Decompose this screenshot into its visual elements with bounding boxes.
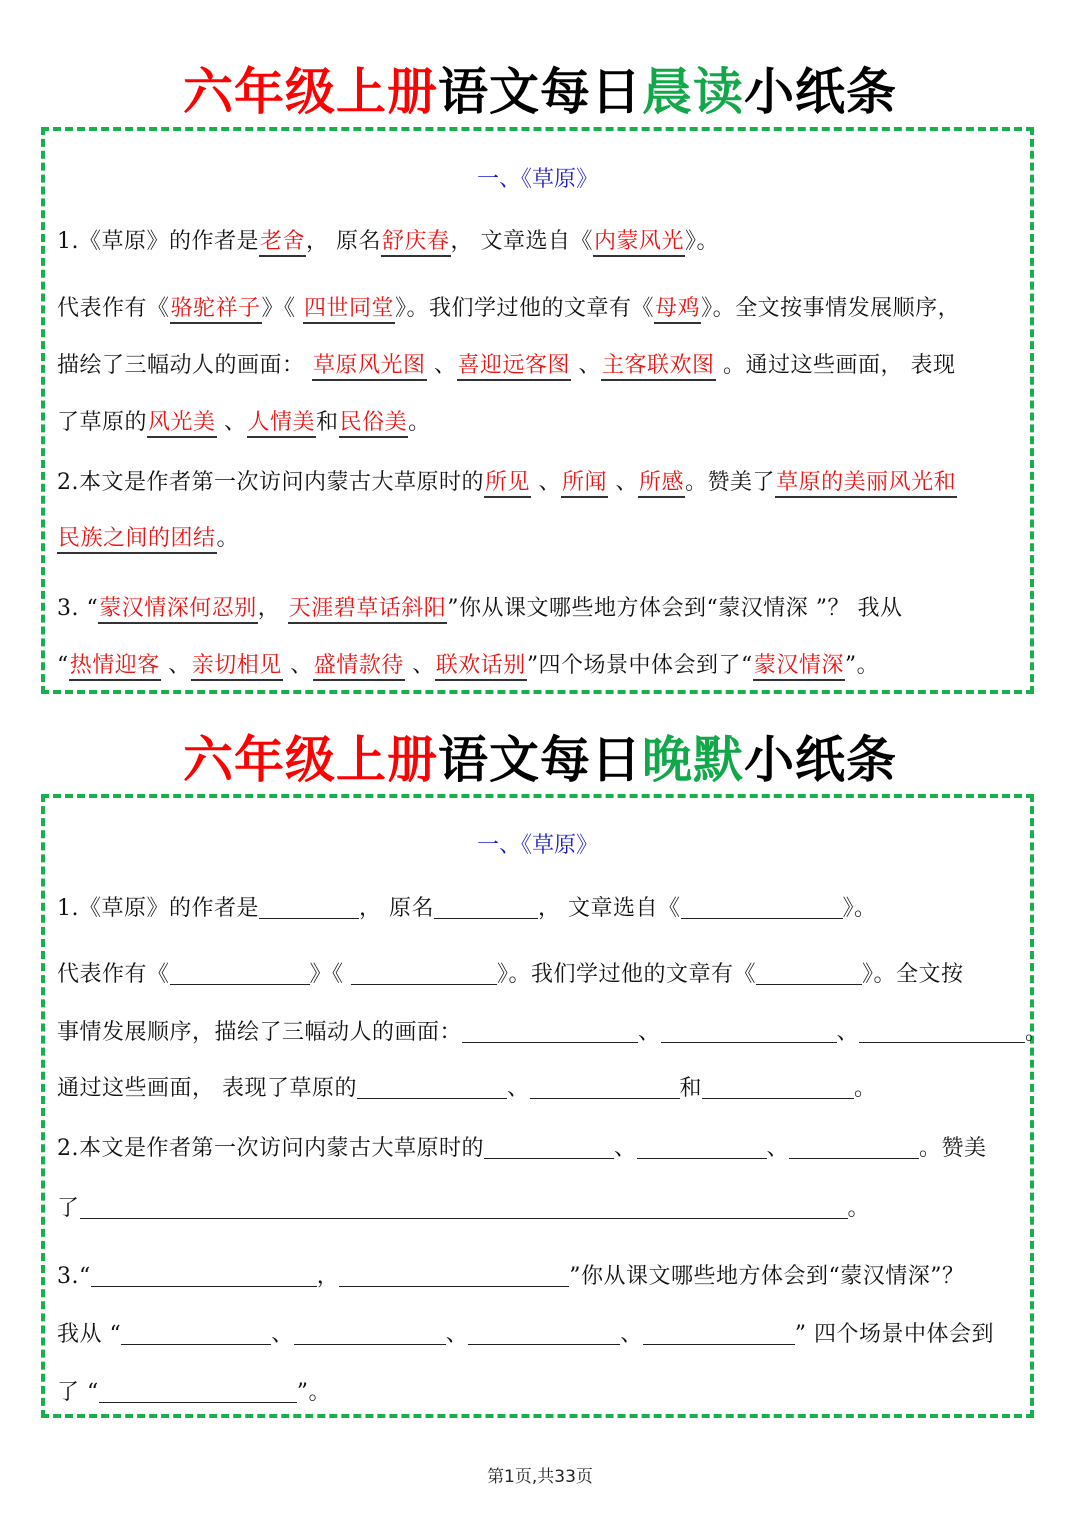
fill-blank[interactable] (121, 1322, 271, 1345)
q3-line1: 3.“ ， ”你从课文哪些地方体会到“蒙汉情深”？ (57, 1264, 965, 1289)
fill-blank[interactable] (91, 1264, 317, 1287)
title-tail: 小纸条 (744, 731, 897, 789)
fill-blank[interactable] (80, 1196, 848, 1219)
title-mode: 晨读 (642, 63, 744, 121)
answer-blank: 亲切相见 (191, 653, 283, 681)
answer-blank: 主客联欢图 (601, 353, 716, 381)
q1-line2: 代表作有《骆驼祥子》《 四世同堂》。我们学过他的文章有《母鸡》。全文按事情发展顺序， (57, 294, 1020, 324)
answer-blank: 骆驼祥子 (170, 296, 262, 324)
fill-blank[interactable] (170, 962, 310, 985)
fill-blank[interactable] (294, 1322, 446, 1345)
q1-line1: 1.《草原》的作者是 ， 原名 ， 文章选自《 》。 (57, 896, 877, 921)
fill-blank[interactable] (484, 1136, 614, 1159)
title-subject: 语文每日 (438, 63, 642, 121)
q1-line3: 描绘了三幅动人的画面： 草原风光图 、喜迎远客图 、主客联欢图 。通过这些画面， 表现 (57, 351, 1020, 381)
section-heading: 一、《草原》 (476, 833, 598, 858)
answer-blank: 蒙汉情深何忍别 (98, 596, 258, 624)
answer-blank: 人情美 (247, 410, 317, 438)
q1-line1: 1.《草原》的作者是老舍， 原名舒庆春， 文章选自《内蒙风光》。 (57, 227, 1020, 257)
answer-blank: 蒙汉情深 (753, 653, 845, 681)
q2-line2: 民族之间的团结。 (57, 524, 1020, 554)
section-heading: 一、《草原》 (476, 167, 598, 192)
answer-blank: 草原风光图 (312, 353, 427, 381)
answer-blank: 所闻 (561, 470, 608, 498)
q3-line2: 我从 “ 、 、 、 ” 四个场景中体会到 (57, 1322, 995, 1347)
fill-blank[interactable] (702, 1076, 854, 1099)
fill-blank[interactable] (756, 962, 862, 985)
answer-blank: 四世同堂 (303, 296, 395, 324)
answer-blank: 风光美 (147, 410, 217, 438)
fill-blank[interactable] (681, 896, 843, 919)
q1-line3: 事情发展顺序，描绘了三幅动人的画面： 、 、 。 (57, 1020, 1048, 1045)
q3-line2: “热情迎客 、亲切相见 、盛情款待 、联欢话别”四个场景中体会到了“蒙汉情深”。 (57, 651, 1020, 681)
answer-blank: 老舍 (259, 229, 306, 257)
fill-blank[interactable] (789, 1136, 919, 1159)
fill-blank[interactable] (661, 1020, 837, 1043)
q2-line1: 2.本文是作者第一次访问内蒙古大草原时的所见 、所闻 、所感。赞美了草原的美丽风光和 (57, 468, 1020, 498)
fill-blank[interactable] (99, 1380, 297, 1403)
fill-blank[interactable] (259, 896, 359, 919)
title-grade: 六年级上册 (183, 731, 438, 789)
answer-blank: 所见 (484, 470, 531, 498)
answer-blank: 内蒙风光 (593, 229, 685, 257)
answer-blank: 热情迎客 (69, 653, 161, 681)
answer-blank: 盛情款待 (313, 653, 405, 681)
fill-blank[interactable] (339, 1264, 569, 1287)
answer-blank: 联欢话别 (435, 653, 527, 681)
answer-blank: 民俗美 (339, 410, 409, 438)
title-mode: 晚默 (642, 731, 744, 789)
morning-title (0, 62, 1080, 122)
answer-blank: 民族之间的团结 (57, 526, 217, 554)
answer-blank: 草原的美丽风光和 (775, 470, 957, 498)
fill-blank[interactable] (859, 1020, 1025, 1043)
page-indicator: 第1页,共33页 (487, 1467, 593, 1487)
fill-blank[interactable] (530, 1076, 680, 1099)
q1-line4: 通过这些画面， 表现了草原的 、 和 。 (57, 1076, 877, 1101)
answer-blank: 喜迎远客图 (457, 353, 572, 381)
title-subject: 语文每日 (438, 731, 642, 789)
fill-blank[interactable] (351, 962, 497, 985)
answer-blank: 母鸡 (654, 296, 701, 324)
fill-blank[interactable] (462, 1020, 638, 1043)
fill-blank[interactable] (434, 896, 538, 919)
fill-blank[interactable] (643, 1322, 795, 1345)
title-grade: 六年级上册 (183, 63, 438, 121)
evening-box (41, 794, 1048, 1418)
answer-blank: 舒庆春 (381, 229, 451, 257)
q2-line2: 了 。 (57, 1196, 871, 1221)
q3-line1: 3. “蒙汉情深何忍别， 天涯碧草话斜阳”你从课文哪些地方体会到“蒙汉情深 ”？ 我从 (57, 594, 1020, 624)
q3-line3: 了 “ ”。 (57, 1380, 331, 1405)
answer-blank: 所感 (638, 470, 685, 498)
q1-line2: 代表作有《 》《 》。我们学过他的文章有《 》。全文按 (57, 962, 964, 987)
answer-blank: 天涯碧草话斜阳 (288, 596, 448, 624)
evening-title (0, 730, 1080, 790)
q2-line1: 2.本文是作者第一次访问内蒙古大草原时的 、 、 。赞美 (57, 1136, 987, 1161)
title-tail: 小纸条 (744, 63, 897, 121)
fill-blank[interactable] (357, 1076, 507, 1099)
fill-blank[interactable] (637, 1136, 767, 1159)
morning-box (41, 127, 1034, 694)
fill-blank[interactable] (468, 1322, 620, 1345)
q1-line4: 了草原的风光美 、人情美和民俗美。 (57, 408, 1020, 438)
